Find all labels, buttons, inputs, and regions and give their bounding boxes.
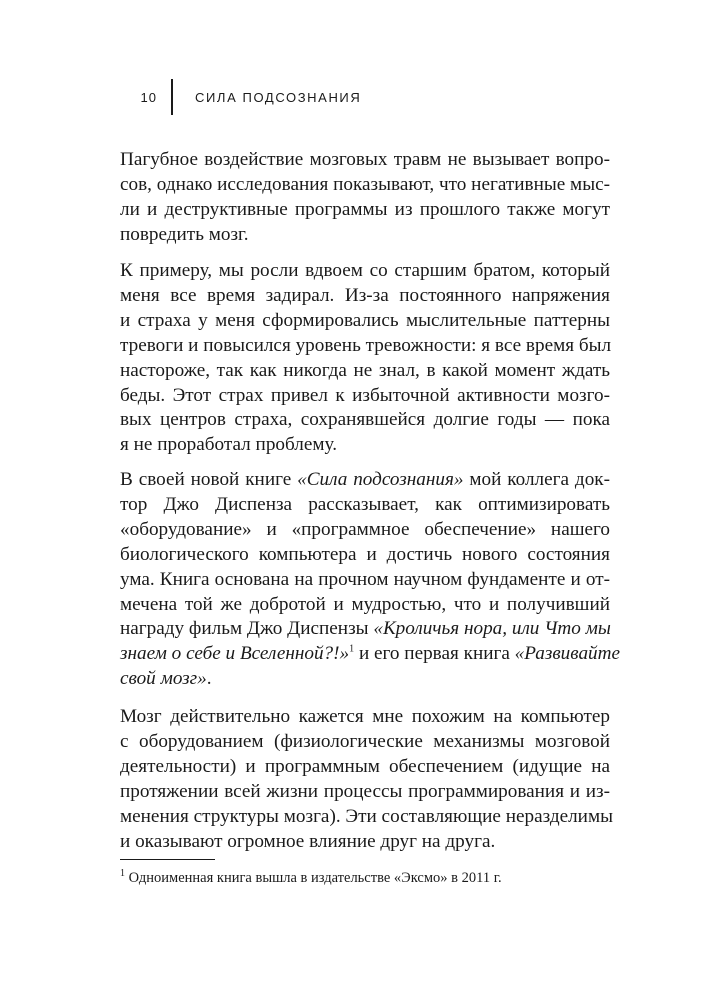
paragraph-2: [120, 259, 610, 458]
text-line: деятельности) и программным обеспечением (идущие на: [120, 755, 610, 777]
text-line: вых центров страха, сохранявшейся долгие годы — пока: [120, 409, 610, 431]
text-line: и оказывают огромное влияние друг на друга.: [120, 830, 496, 852]
text-line: ума. Книга основана на прочном научном фундаменте и от-: [120, 568, 610, 590]
text-fragment: .: [206, 668, 212, 690]
text-line: менения структуры мозга). Эти составляющие неразделимы: [120, 805, 613, 827]
text-line: сов, однако исследования показывают, что негативные мыс-: [120, 173, 610, 195]
text-line: Пагубное воздействие мозговых травм не вызывает вопро-: [120, 149, 610, 170]
text-line: тор Джо Диспенза рассказывает, как оптимизировать: [120, 493, 610, 515]
paragraph-3: [120, 468, 621, 692]
text-fragment: В своей новой книге: [120, 469, 298, 490]
text-line: [120, 468, 610, 493]
footnote-divider: [120, 859, 215, 860]
page-number: 10: [140, 89, 157, 105]
text-line: настороже, так как никогда не знал, в какой момент ждать: [120, 359, 610, 381]
footnote: [120, 869, 610, 887]
text-line: мечена той же добротой и мудростью, что и получивший: [120, 593, 610, 615]
text-fragment: мой коллега док-: [463, 469, 610, 490]
text-line: [120, 617, 610, 642]
text-line: и страха у меня сформировались мыслительные паттерны: [120, 309, 610, 331]
running-title: СИЛА ПОДСОЗНАНИЯ: [195, 89, 362, 105]
text-line: К примеру, мы росли вдвоем со старшим братом, который: [120, 260, 610, 281]
text-line: биологического компьютера и достичь нового состояния: [120, 543, 610, 565]
text-line: Мозг действительно кажется мне похожим на компьютер: [120, 706, 610, 727]
book-title: «Сила подсознания»: [297, 469, 464, 490]
paragraph-1: [120, 148, 610, 248]
footnote-text: Одноименная книга вышла в издательстве «Эксмо» в 2011 г.: [125, 870, 502, 886]
text-fragment: награду фильм Джо Диспензы: [120, 618, 374, 640]
text-line: [120, 642, 621, 667]
text-line: протяжении всей жизни процессы программирования и из-: [120, 780, 610, 802]
text-fragment: и его первая книга: [354, 643, 515, 665]
text-line: повредить мозг.: [120, 223, 249, 245]
footnote-marker[interactable]: 1: [349, 643, 355, 655]
text-line: ли и деструктивные программы из прошлого также могут: [120, 198, 610, 220]
text-line: меня все время задирал. Из-за постоянного напряжения: [120, 284, 610, 306]
running-header: [117, 79, 361, 115]
text-line: «оборудование» и «программное обеспечение» нашего: [120, 518, 610, 540]
text-line: беды. Этот страх привел к избыточной активности мозго-: [120, 384, 610, 406]
film-title: «Кроличья нора, или Что мы: [373, 618, 611, 640]
book-title: свой мозг»: [120, 668, 207, 690]
film-title: знаем о себе и Вселенной?!»: [120, 643, 350, 665]
text-line: с оборудованием (физиологические механизмы мозговой: [120, 730, 610, 752]
text-line: тревоги и повысился уровень тревожности: я все время был: [120, 334, 612, 356]
text-line: [120, 667, 610, 692]
book-title: «Развивайте: [514, 643, 621, 665]
text-line: я не проработал проблему.: [120, 434, 337, 456]
paragraph-4: [120, 705, 613, 854]
footnote-number: 1: [120, 868, 125, 880]
